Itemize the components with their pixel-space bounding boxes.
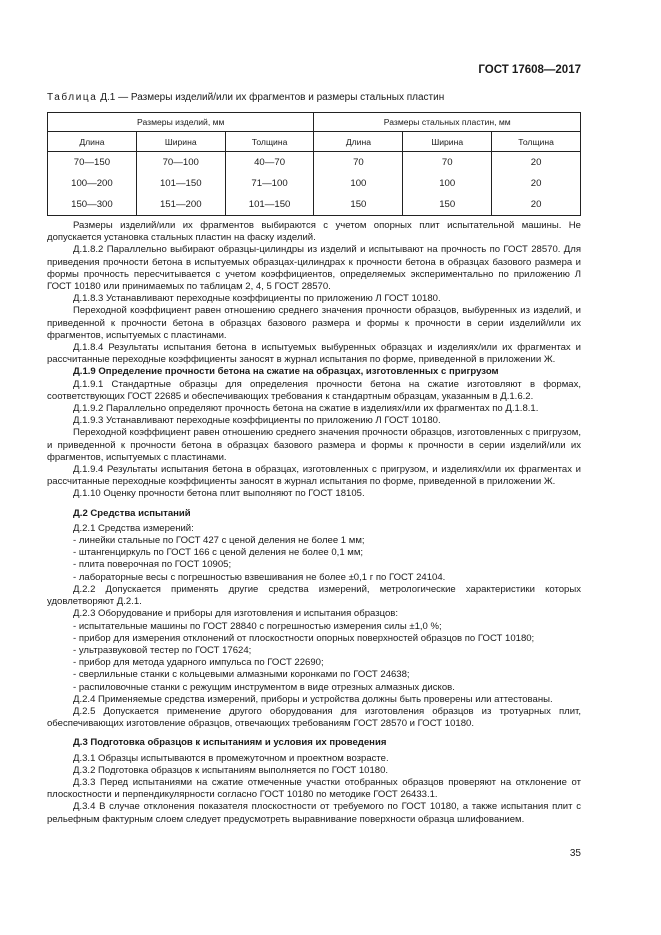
list-item: - ультразвуковой тестер по ГОСТ 17624; (73, 644, 252, 656)
paragraph: Д.1.8.4 Результаты испытания бетона в испытуемых выбуренных образцах и изделиях/или их фрагментах и рассчитанные переходные коэффициенты заносят в журнал испытания по форме, приведенной в приложении Ж. (47, 342, 581, 366)
paragraph: Д.1.9.2 Параллельно определяют прочность бетона на сжатие в изделиях/или их фрагментах по Д.1.8.1. (73, 403, 539, 415)
column-header: Ширина (136, 132, 225, 152)
table-cell: 70 (314, 152, 403, 174)
dimensions-table (47, 112, 581, 216)
paragraph: Переходной коэффициент равен отношению среднего значения прочности образцов, выбуренных из изделий, и приведенной к прочности бетона в образцах базового размера и формы к прочности в серии изделий/или их фрагментов, испытуемых с пластинами. (47, 305, 581, 341)
table-cell: 100 (314, 173, 403, 194)
list-item: - испытательные машины по ГОСТ 28840 с погрешностью измерения силы ±1,0 %; (73, 620, 442, 632)
list-item: - лабораторные весы с погрешностью взвешивания не более ±0,1 г по ГОСТ 24104. (73, 571, 446, 583)
column-header: Толщина (492, 132, 581, 152)
section-heading: Д.2 Средства испытаний (73, 507, 191, 519)
list-item: - прибор для измерения отклонений от плоскостности опорных поверхностей образцов по ГОСТ 10180; (73, 632, 535, 644)
paragraph: Д.2.1 Средства измерений: (73, 522, 194, 534)
table-cell: 40—70 (225, 152, 314, 174)
table-cell: 101—150 (136, 173, 225, 194)
table-cell: 101—150 (225, 194, 314, 216)
list-item: - линейки стальные по ГОСТ 427 с ценой деления не более 1 мм; (73, 535, 365, 547)
table-caption-prefix: Таблица (47, 92, 98, 103)
table-cell: 100—200 (48, 173, 137, 194)
paragraph: Д.1.9.4 Результаты испытания бетона в образцах, изготовленных с пригрузом, и изделиях/или их фрагментах и рассчитанные переходные коэффициенты заносят в журнал испытания по форме, приведенной в приложении Ж. (47, 464, 581, 488)
table-cell: 150—300 (48, 194, 137, 216)
column-header: Толщина (225, 132, 314, 152)
page-number: 35 (569, 848, 581, 859)
table-cell: 20 (492, 173, 581, 194)
subsection-heading: Д.1.9 Определение прочности бетона на сжатие на образцах, изготовленных с пригрузом (73, 366, 499, 378)
paragraph: Д.2.5 Допускается применение другого оборудования для изготовления образцов из тротуарных плит, обеспечивающих изготовление образцов, отвечающих требованиям ГОСТ 28570 и ГОСТ 10180. (47, 705, 581, 730)
table-cell: 71—100 (225, 173, 314, 194)
paragraph: Д.3.3 Перед испытаниями на сжатие отмеченные участки отобранных образцов проверяют на отклонение от плоскостности и перпендикулярности согласно ГОСТ 10180 по методике ГОСТ 26433.1. (47, 776, 581, 801)
table-cell: 20 (492, 152, 581, 174)
table-cell: 100 (403, 173, 492, 194)
paragraph: Д.3.2 Подготовка образцов к испытаниям выполняется по ГОСТ 10180. (73, 764, 389, 776)
paragraph: Д.1.9.1 Стандартные образцы для определения прочности бетона на сжатие изготовляют в формах, соответствующих ГОСТ 22685 и обеспечивающих требования к стандартным образцам, указанным в Д.1.6.2. (47, 378, 581, 402)
table-cell: 150 (314, 194, 403, 216)
list-item: - сверлильные станки с кольцевыми алмазными коронками по ГОСТ 24638; (73, 669, 410, 681)
section-heading: Д.3 Подготовка образцов к испытаниям и условия их проведения (73, 737, 387, 749)
list-item: - распиловочные станки с режущим инструментом в виде отрезных алмазных дисков. (73, 681, 455, 693)
table-caption (47, 92, 444, 103)
paragraph: Д.1.9.3 Устанавливают переходные коэффициенты по приложению Л ГОСТ 10180. (73, 415, 441, 427)
table-row (48, 173, 581, 194)
column-header: Длина (48, 132, 137, 152)
paragraph: Д.1.8.2 Параллельно выбирают образцы-цилиндры из изделий и испытывают на прочность по ГОСТ 28570. Для приведения прочности бетона в испытуемых образцах-цилиндрах к прочности бетона в образцах базового размера и формы прочность пересчитывается с учетом коэффициентов, определяемых экспериментально по приложению Л ГОСТ 10180 или принимаемых по таблицам 2, 4, 5 ГОСТ 28570. (47, 244, 581, 293)
paragraph: Д.2.3 Оборудование и приборы для изготовления и испытания образцов: (73, 608, 398, 620)
document-body (47, 220, 581, 826)
standard-header: ГОСТ 17608—2017 (478, 64, 581, 76)
paragraph: Д.3.4 В случае отклонения показателя плоскостности от требуемого по ГОСТ 10180, а также испытания плит с рельефным фактурным слоем следует предусмотреть выравнивание поверхности образца шлифованием. (47, 801, 581, 825)
column-header: Ширина (403, 132, 492, 152)
list-item: - штангенциркуль по ГОСТ 166 с ценой деления не более 0,1 мм; (73, 547, 364, 559)
paragraph: Д.2.4 Применяемые средства измерений, приборы и устройства должны быть проверены или аттестованы. (73, 693, 553, 705)
table-row (48, 194, 581, 216)
paragraph: Д.2.2 Допускается применять другие средства измерений, метрологические характеристики которых удовлетворяют Д.2.1. (47, 583, 581, 608)
table-caption-text: Д.1 — Размеры изделий/или их фрагментов и размеры стальных пластин (97, 92, 445, 103)
list-item: - прибор для метода ударного импульса по ГОСТ 22690; (73, 657, 324, 669)
paragraph: Д.1.10 Оценку прочности бетона плит выполняют по ГОСТ 18105. (73, 488, 365, 500)
group-header-products: Размеры изделий, мм (48, 113, 314, 132)
paragraph: Размеры изделий/или их фрагментов выбираются с учетом опорных плит испытательной машины. Не допускается установка стальных пластин на фаску изделий. (47, 220, 581, 244)
group-header-plates: Размеры стальных пластин, мм (314, 113, 581, 132)
table-cell: 70—150 (48, 152, 137, 174)
table-cell: 151—200 (136, 194, 225, 216)
paragraph: Переходной коэффициент равен отношению среднего значения прочности образцов, изготовленных с пригрузом, и приведенной к прочности бетона в образцах базового размера и формы к прочности в серии изделий/или их фрагментов, испытуемых с пластинами. (47, 427, 581, 463)
paragraph: Д.1.8.3 Устанавливают переходные коэффициенты по приложению Л ГОСТ 10180. (73, 293, 441, 305)
table-cell: 20 (492, 194, 581, 216)
paragraph: Д.3.1 Образцы испытываются в промежуточном и проектном возрасте. (73, 752, 389, 764)
table-row (48, 152, 581, 174)
list-item: - плита поверочная по ГОСТ 10905; (73, 559, 232, 571)
table-cell: 70—100 (136, 152, 225, 174)
column-header: Длина (314, 132, 403, 152)
table-cell: 150 (403, 194, 492, 216)
table-cell: 70 (403, 152, 492, 174)
